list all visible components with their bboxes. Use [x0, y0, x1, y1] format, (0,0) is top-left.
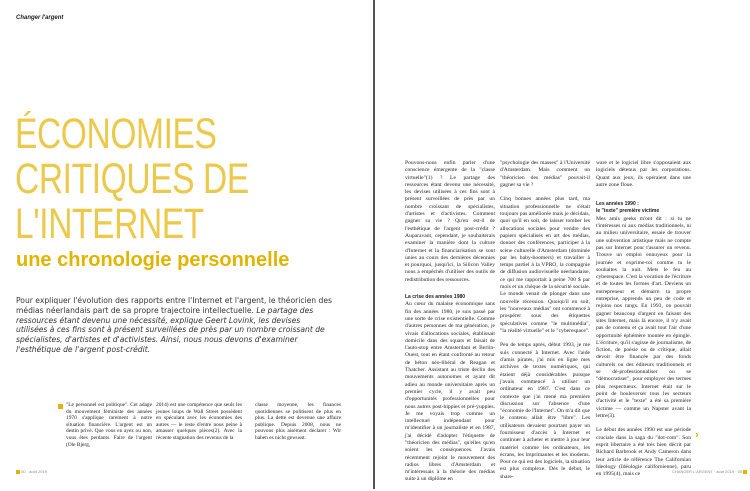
continue-arrow-icon: ›: [695, 429, 699, 441]
footnote-column: classe moyenne, les finances quotidiennes se politisent de plus en plus. La dette est devenue une affaire publique. Depuis 2008, nous ne pouvons plus aisément déclarer : Wir haben es nicht gewusst.: [255, 402, 341, 441]
intro-plain: Pour expliquer l'évolution des rapports entre l'Internet et l'argent, le théoricien des médias néerlandais part de sa propre trajectoire intellectuelle.: [16, 296, 332, 315]
section-heading: le "texte" première victime: [596, 208, 660, 215]
title-line: L'INTERNET: [15, 200, 204, 248]
paragraph: ware et le logiciel libre s'opposaient aux logiciels détenus par les corporations. Quant aux jeux, ils opéraient dans une autre zone floue.: [596, 160, 691, 188]
paragraph: Mes amis geeks m'ont dit : si tu ne t'intéresses ni aux médias traditionnels, ni au milieu universitaire, essaie de trouver une subvention artistique mais ne compte pas sur Internet pour t'assurer un revenu. Trouve un emploi ennuyeux pour la journée et exprime-toi comme tu le souhaites la nuit. Mets le feu au cyberespace. C'est la vocation de l'écriture et de toutes les formes d'art. Deviens un entrepreneur et démarre ta propre entreprise, apprends un peu de code et rejoins nos rangs. En 1993, on pouvait gagner beaucoup d'argent en faisant des sites Internet, mais là encore, il n'y avait pas de contenu et ça avait tout l'air d'une opportunité éphémère montée en épingle. L'écriture, qu'il s'agisse de journalisme, de fiction, de poésie ou de critique, allait devoir être financée par des fonds culturels ou des éditeurs traditionnels et se dé-professionnaliser ou se "démocratiser", pour employer des termes plus respectueux. Internet était sur le point de bouleverser tous les secteurs d'activité et le "texte" a été sa première victime — comme un Napster avant la lettre(3).: [596, 215, 691, 419]
footnote-column: 2014) est une compétence que seuls les jeunes loups de Wall Street possèdent en spéculant avec les économies des autres — le reste d'entre nous peine à amasser quelques pièces(2). Avec la récente stagnation des revenus de la: [156, 402, 242, 441]
page-footer: [16, 469, 47, 474]
yellow-square-icon: [16, 470, 20, 474]
text-column-3: [596, 160, 691, 486]
paragraph: Le début des années 1990 est une période cruciale dans la saga du "dot-com". Son esprit libertaire a été très bien décrit par Richard Barbrook et Andy Cameron dans leur article de référence The Californian Ideology (Idéologie californienne), paru en 1995(4), mais ce: [596, 427, 691, 478]
footnote-column: "Le personnel est politique". Cet adage du mouvement féministe des années 1970 s'applique rarement à notre situation financière. L'argent est un destin privé. Que vous en ayez ou non, vous êtes perdants. Faire de l'argent (Ole Bjerg,: [66, 402, 152, 448]
yellow-square-icon: [58, 404, 63, 409]
left-page: [0, 0, 373, 489]
yellow-square-icon: [743, 470, 747, 474]
title-line: ÉCONOMIES: [15, 110, 217, 158]
intro-italic: Le partage des ressources étant devenu une nécessité, explique Geert Lovink, les devises utilisées à ces fins sont à présent surveillées de près par un nombre croissant de spécialistes, d'artistes et d'activistes. Ainsi, nous nous devons d'examiner l'esthétique de l'argent post-crédit.: [16, 305, 325, 354]
page-gutter: [373, 0, 375, 489]
article-subtitle: une chronologie personnelle: [16, 249, 290, 271]
title-line: CRITIQUES DE: [15, 155, 249, 203]
paragraph: Au cœur du malaise économique sans fin des années 1980, je suis passé par une sorte de crise existentielle. Comme d'autres personnes de ma génération, je vivais d'allocations sociales, établissait domicile dans des squats et faisait de l'auto-stop entre Amsterdam et Berlin-Ouest, tout en étant confronté au retour de béton néo-libéral de Reagan et Thatcher. Assistant au triste déclin des mouvements autonomes et ayant dit adieu au monde universitaire après un premier cycle, il y avait peu d'opportunités professionnelles pour nous autres post-hippies et pré-yuppies. Je me voyais trop comme un intellectuel indépendant pour m'identifier à un journaliste et en 1987, j'ai décidé d'adopter l'étiquette de "théoricien des médias", qu'elles qu'en soient les conséquences. J'avais récemment rejoint le mouvement des radios libres d'Amsterdam et m'intéressais à la théorie des médias suite à un diplôme en: [405, 301, 495, 483]
text-column-2: [500, 160, 590, 488]
section-heading: Les années 1990 :: [596, 201, 639, 208]
paragraph: Cinq bonnes années plus tard, ma situation professionnelle ne s'était toujours pas améliorée mais je décidais, quoi qu'il en soit, de laisser tomber les allocations sociales pour vendre des papiers spécialisés en art des médias, donner des conférences, participer à la scène culturelle d'Amsterdam (dominée par les baby-boomers) et travailler à temps partiel à la VPRO, la compagnie de diffusion audiovisuelle néerlandaise, ce qui me rapportait à peine 700 $ par mois et un chèque de la sécurité sociale. Le monde venait de plonger dans une nouvelle récession. Quoiqu'il en soit, les "nouveaux médias" ont commencé à prospérer sous des étiquettes spéculatives comme "le multimédia", "la réalité virtuelle" et le "cyberespace".: [500, 196, 590, 334]
footer-text: 00 · août 2019: [21, 469, 47, 474]
paragraph: Peu de temps après, début 1993, je me suis connecté à Internet. Avec l'aide d'amis pirates, j'ai mis en ligne mes archives de textes numériques, qui étaient déjà considérables puisque j'avais commencé à utiliser un ordinateur en 1987. C'est dans ce contexte que j'ai mené ma première discussion sur l'absence d'une "économie de l'Internet". On m'a dit que le contenu allait être "libre". Les utilisateurs devaient pourtant payer un fournisseur d'accès à Internet et continuer à acheter et mettre à jour leur matériel comme les ordinateurs, les écrans, les imprimantes et les modems. Pour ce qui est des logiciels, la situation est plus complexe. Dès le début, le share-: [500, 342, 590, 480]
footer-text: CHANGER L'ARGENT · août 2019 · 00: [672, 469, 743, 474]
intro-paragraph: [16, 296, 334, 355]
text-column-1: [405, 160, 495, 491]
paragraph: "psychologie des masses" à l'Université d'Amsterdam. Mais comment un "théoricien des médias" pouvait-il gagner sa vie ?: [500, 160, 590, 188]
article-title: [15, 112, 249, 247]
section-label: Changer l'argent: [16, 15, 64, 21]
section-heading: La crise des années 1980: [405, 294, 466, 301]
page-footer: [672, 469, 747, 474]
paragraph: Pouvons-nous enfin parler d'une conscience émergente de la "classe virtuelle"(1) ? Le partage des ressources étant devenu une nécessité, les devises utilisées à ces fins sont à présent surveillées de près par un nombre croissant de spécialistes, d'artistes et d'activistes. Comment gagner sa vie ? Qu'en est-il de l'esthétique de l'argent post-crédit ? Auparavant, cependant, je souhaiterais examiner la manière dont la culture d'Internet et la financiarisation se sont unies au cours des dernières décennies et pourquoi, jusqu'ici, la Silicon Valley nous a empêchés d'utiliser des outils de redistribution des ressources.: [405, 160, 495, 283]
